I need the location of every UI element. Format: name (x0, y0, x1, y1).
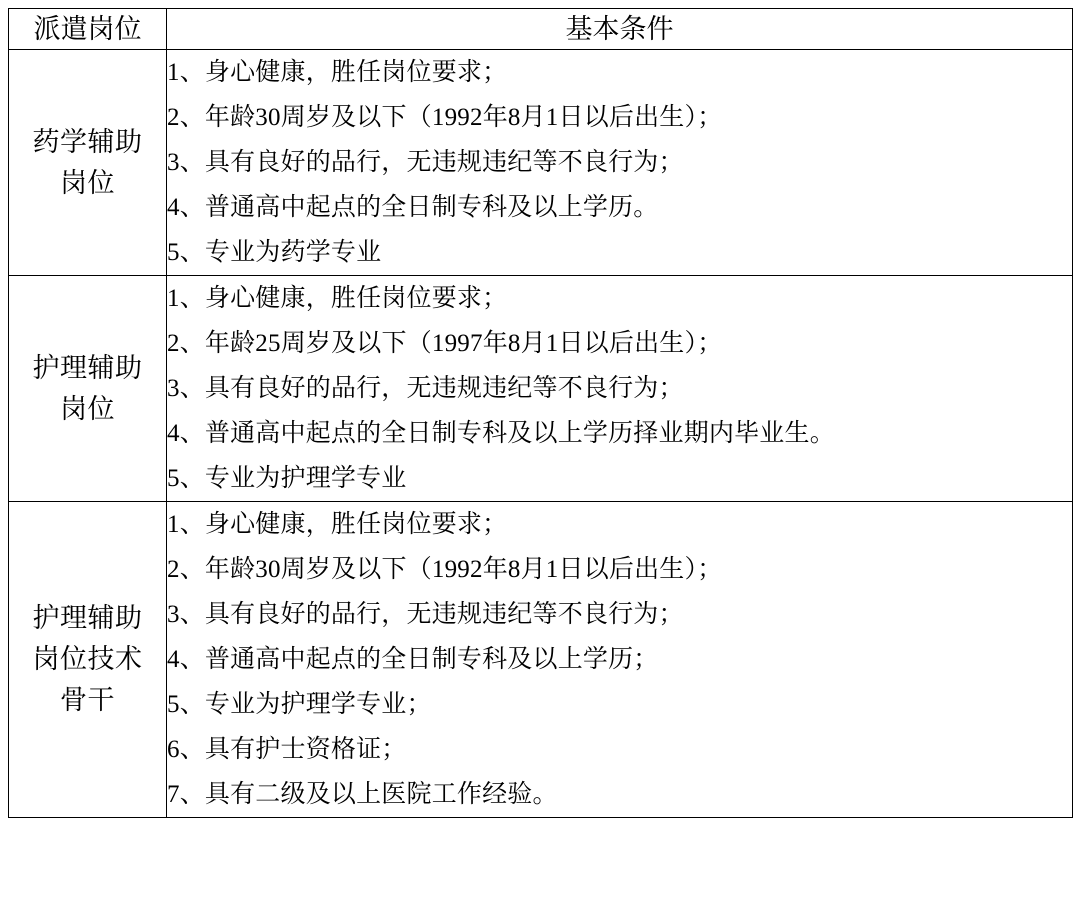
column-header-post: 派遣岗位 (9, 9, 167, 50)
requirements-table (8, 8, 1073, 818)
conditions-cell (167, 502, 1073, 818)
table-row (9, 502, 1073, 818)
condition-item: 2、年龄30周岁及以下（1992年8月1日以后出生）； (167, 556, 723, 583)
table-row (9, 276, 1073, 502)
post-name-line: 护理辅助 (32, 603, 143, 633)
condition-item: 5、专业为护理学专业 (167, 465, 407, 492)
conditions-cell (167, 276, 1073, 502)
condition-item: 3、具有良好的品行，无违规违纪等不良行为； (167, 149, 684, 176)
column-header-conditions: 基本条件 (167, 9, 1073, 50)
condition-item: 5、专业为药学专业 (167, 239, 382, 266)
table-row (9, 50, 1073, 276)
condition-item: 2、年龄30周岁及以下（1992年8月1日以后出生）； (167, 104, 723, 131)
table-header-row (9, 9, 1073, 50)
condition-item: 3、具有良好的品行，无违规违纪等不良行为； (167, 375, 684, 402)
post-name-line: 岗位技术 (32, 644, 143, 674)
post-name-line: 骨干 (60, 685, 115, 715)
condition-item: 5、专业为护理学专业； (167, 691, 432, 718)
condition-item: 1、身心健康，胜任岗位要求； (167, 59, 508, 86)
condition-item: 6、具有护士资格证； (167, 736, 407, 763)
condition-item: 7、具有二级及以上医院工作经验。 (167, 781, 558, 808)
condition-item: 4、普通高中起点的全日制专科及以上学历； (167, 646, 659, 673)
post-name-line: 护理辅助 (32, 352, 143, 383)
condition-item: 1、身心健康，胜任岗位要求； (167, 511, 508, 538)
post-name-line: 岗位 (60, 393, 115, 424)
condition-item: 4、普通高中起点的全日制专科及以上学历择业期内毕业生。 (167, 420, 835, 447)
condition-item: 2、年龄25周岁及以下（1997年8月1日以后出生）； (167, 330, 723, 357)
condition-item: 4、普通高中起点的全日制专科及以上学历。 (167, 194, 659, 221)
post-name-line: 岗位 (60, 167, 115, 198)
condition-item: 1、身心健康，胜任岗位要求； (167, 285, 508, 312)
post-name-cell (9, 276, 167, 502)
post-name-cell (9, 50, 167, 276)
conditions-cell (167, 50, 1073, 276)
post-name-line: 药学辅助 (32, 126, 143, 157)
condition-item: 3、具有良好的品行，无违规违纪等不良行为； (167, 601, 684, 628)
post-name-cell (9, 502, 167, 818)
